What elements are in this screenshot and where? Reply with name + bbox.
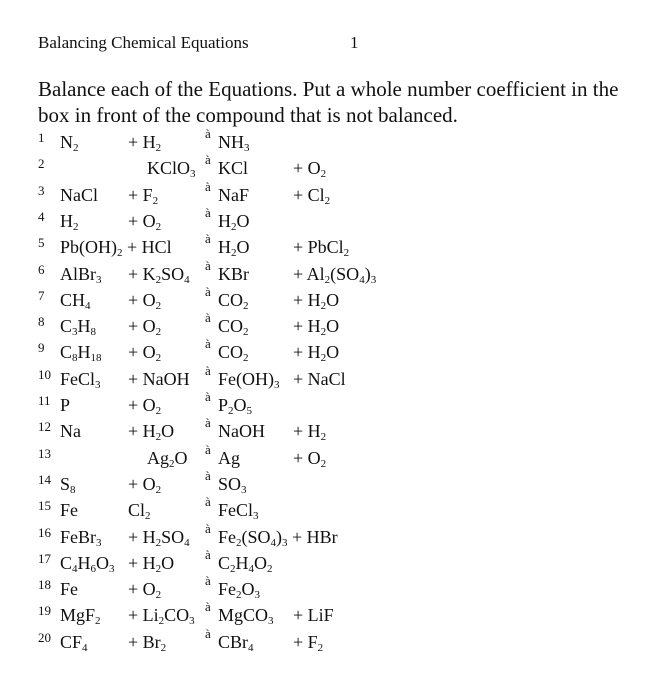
reactant-2: + $O_2$ xyxy=(128,579,162,602)
product-2: + NaCl xyxy=(293,368,346,389)
reactant-1: $CH_4$ xyxy=(60,289,91,312)
equation-number: 17 xyxy=(38,550,51,566)
product-1: $CO_2$ xyxy=(218,289,249,312)
product-1: MgCO$_3$ xyxy=(218,605,274,628)
product-2: + $H_2O$ xyxy=(293,289,340,312)
arrow-icon: à xyxy=(205,152,211,168)
equation-row xyxy=(0,178,645,211)
equation-row xyxy=(0,257,645,290)
arrow-icon: à xyxy=(205,126,211,141)
equation-row xyxy=(0,389,645,421)
arrow-icon: à xyxy=(205,546,211,562)
product-1: $CO_2$ xyxy=(218,342,249,365)
equation-number: 14 xyxy=(38,471,51,487)
reactant-2: + $O_2$ xyxy=(128,342,162,365)
arrow-icon: à xyxy=(205,520,211,536)
arrow-icon: à xyxy=(205,467,211,483)
product-1: $Fe(OH)_3$ xyxy=(218,368,280,391)
reactant-1: $Pb(OH)_2$ + HCl xyxy=(60,237,172,260)
equation-number: 3 xyxy=(38,182,45,198)
page-number: 1 xyxy=(350,33,359,52)
equation-number: 10 xyxy=(38,366,51,382)
reactant-1: Fe xyxy=(60,500,78,521)
arrow-icon: à xyxy=(205,257,211,273)
equation-number: 8 xyxy=(38,314,45,330)
reactant-1: P xyxy=(60,395,71,415)
arrow-icon: à xyxy=(205,625,211,641)
equation-row xyxy=(0,520,645,553)
product-1: $P_2O_5$ xyxy=(218,395,253,417)
reactant-2: + $Br_2$ xyxy=(128,631,167,654)
reactant-1: $S_8$ xyxy=(60,473,76,496)
arrow-icon: à xyxy=(205,231,211,247)
product-1: NaF xyxy=(218,184,249,205)
arrow-icon: à xyxy=(205,599,211,615)
equation-row xyxy=(0,467,645,500)
arrow-icon: à xyxy=(205,283,211,299)
product-2: + $O_2$ xyxy=(293,447,327,470)
equation-number: 12 xyxy=(38,419,51,435)
arrow-icon: à xyxy=(205,441,211,457)
equation-number: 20 xyxy=(38,629,51,645)
equation-row xyxy=(0,415,645,447)
product-1: $C_2H_4O_2$ xyxy=(218,552,273,575)
product-1: $H_2O$ xyxy=(218,237,250,260)
reactant-2: + $O_2$ xyxy=(128,316,162,339)
equation-number: 7 xyxy=(38,287,45,303)
equation-number: 4 xyxy=(38,208,45,224)
product-2: + $Cl_2$ xyxy=(293,184,331,207)
reactant-1: Fe xyxy=(60,579,78,600)
equation-number: 6 xyxy=(38,261,45,277)
product-2: + $H_2$ xyxy=(293,421,327,444)
product-1: CBr$_4$ xyxy=(218,631,254,654)
product-2: + $H_2O$ xyxy=(293,342,340,365)
reactant-2: + $O_2$ xyxy=(128,473,162,496)
equation-row xyxy=(0,441,645,474)
reactant-2: KClO$_3$ xyxy=(147,158,196,181)
reactant-1: $C_3H_8$ xyxy=(60,316,97,339)
document-title: Balancing Chemical Equations xyxy=(38,33,249,52)
product-2: + $F_2$ xyxy=(293,631,324,654)
reactant-2: + $O_2$ xyxy=(128,395,162,417)
arrow-icon: à xyxy=(205,336,211,352)
reactant-1: $CF_4$ xyxy=(60,631,88,654)
equation-number: 18 xyxy=(38,577,51,593)
equation-row xyxy=(0,283,645,316)
arrow-icon: à xyxy=(205,389,211,404)
product-1: FeCl$_3$ xyxy=(218,500,259,523)
reactant-2: $Cl_2$ xyxy=(128,500,151,523)
product-1: KBr xyxy=(218,263,249,284)
reactant-1: $N_2$ xyxy=(60,132,79,154)
arrow-icon: à xyxy=(205,573,211,589)
reactant-1: $C_4H_6O_3$ xyxy=(60,552,115,575)
product-2: + $O_2$ xyxy=(293,158,327,181)
reactant-2: $Ag_2O$ xyxy=(147,447,188,470)
equation-number: 9 xyxy=(38,340,45,356)
product-1: $Fe_2(SO_4)_3$ + HBr xyxy=(218,526,338,549)
reactant-1: $H_2$ xyxy=(60,210,79,233)
product-1: $NH_3$ xyxy=(218,132,250,154)
equation-row xyxy=(0,362,645,395)
arrow-icon: à xyxy=(205,204,211,220)
product-2: + $H_2O$ xyxy=(293,316,340,339)
reactant-2: + $H_2O$ xyxy=(128,421,175,444)
product-1: $CO_2$ xyxy=(218,316,249,339)
equation-row xyxy=(0,231,645,263)
equation-row xyxy=(0,126,645,158)
reactant-2: + $H_2SO_4$ xyxy=(128,526,190,549)
product-2: + $Al_2(SO_4)_3$ xyxy=(293,263,377,286)
reactant-1: AlBr$_3$ xyxy=(60,263,102,286)
reactant-2: + $F_2$ xyxy=(128,184,159,207)
arrow-icon: à xyxy=(205,415,211,431)
product-1: Ag xyxy=(218,447,240,468)
reactant-1: MgF$_2$ xyxy=(60,605,101,628)
equation-row xyxy=(0,546,645,579)
equation-number: 16 xyxy=(38,524,51,540)
equation-number: 13 xyxy=(38,445,51,461)
reactant-2: + $Li_2CO_3$ xyxy=(128,605,195,628)
reactant-1: Na xyxy=(60,421,81,442)
equation-row xyxy=(0,625,645,658)
reactant-2: + $K_2SO_4$ xyxy=(128,263,190,286)
product-2: + PbCl$_2$ xyxy=(293,237,350,260)
equation-number: 2 xyxy=(38,156,45,172)
equation-number: 1 xyxy=(38,130,45,145)
reactant-2: + $H_2$ xyxy=(128,132,162,154)
arrow-icon: à xyxy=(205,178,211,194)
equation-number: 5 xyxy=(38,235,45,251)
equation-row xyxy=(0,599,645,631)
reactant-2: + $O_2$ xyxy=(128,289,162,312)
arrow-icon: à xyxy=(205,310,211,326)
instructions: Balance each of the Equations. Put a whole number coefficient in the box in front of the compound that is not balanced. xyxy=(38,77,619,127)
product-1: $Fe_2O_3$ xyxy=(218,579,260,602)
product-2: + LiF xyxy=(293,605,334,626)
equation-number: 11 xyxy=(38,393,51,408)
reactant-1: FeCl$_3$ xyxy=(60,368,101,391)
reactant-2: + $H_2O$ xyxy=(128,552,175,575)
equation-row xyxy=(0,204,645,237)
product-1: NaOH xyxy=(218,421,265,442)
reactant-1: FeBr$_3$ xyxy=(60,526,102,549)
equation-number: 19 xyxy=(38,603,51,619)
product-1: $H_2O$ xyxy=(218,210,250,233)
equation-row xyxy=(0,152,645,184)
equation-row xyxy=(0,573,645,605)
product-1: $SO_3$ xyxy=(218,473,247,496)
reactant-1: $C_8H_{18}$ xyxy=(60,342,102,365)
equation-row xyxy=(0,336,645,368)
equation-number: 15 xyxy=(38,498,51,514)
product-1: KCl xyxy=(218,158,249,179)
arrow-icon: à xyxy=(205,362,211,378)
arrow-icon: à xyxy=(205,494,211,510)
reactant-1: NaCl xyxy=(60,184,98,205)
reactant-2: + $O_2$ xyxy=(128,210,162,233)
equation-row xyxy=(0,310,645,342)
equation-row xyxy=(0,494,645,526)
reactant-2: + NaOH xyxy=(128,368,190,389)
